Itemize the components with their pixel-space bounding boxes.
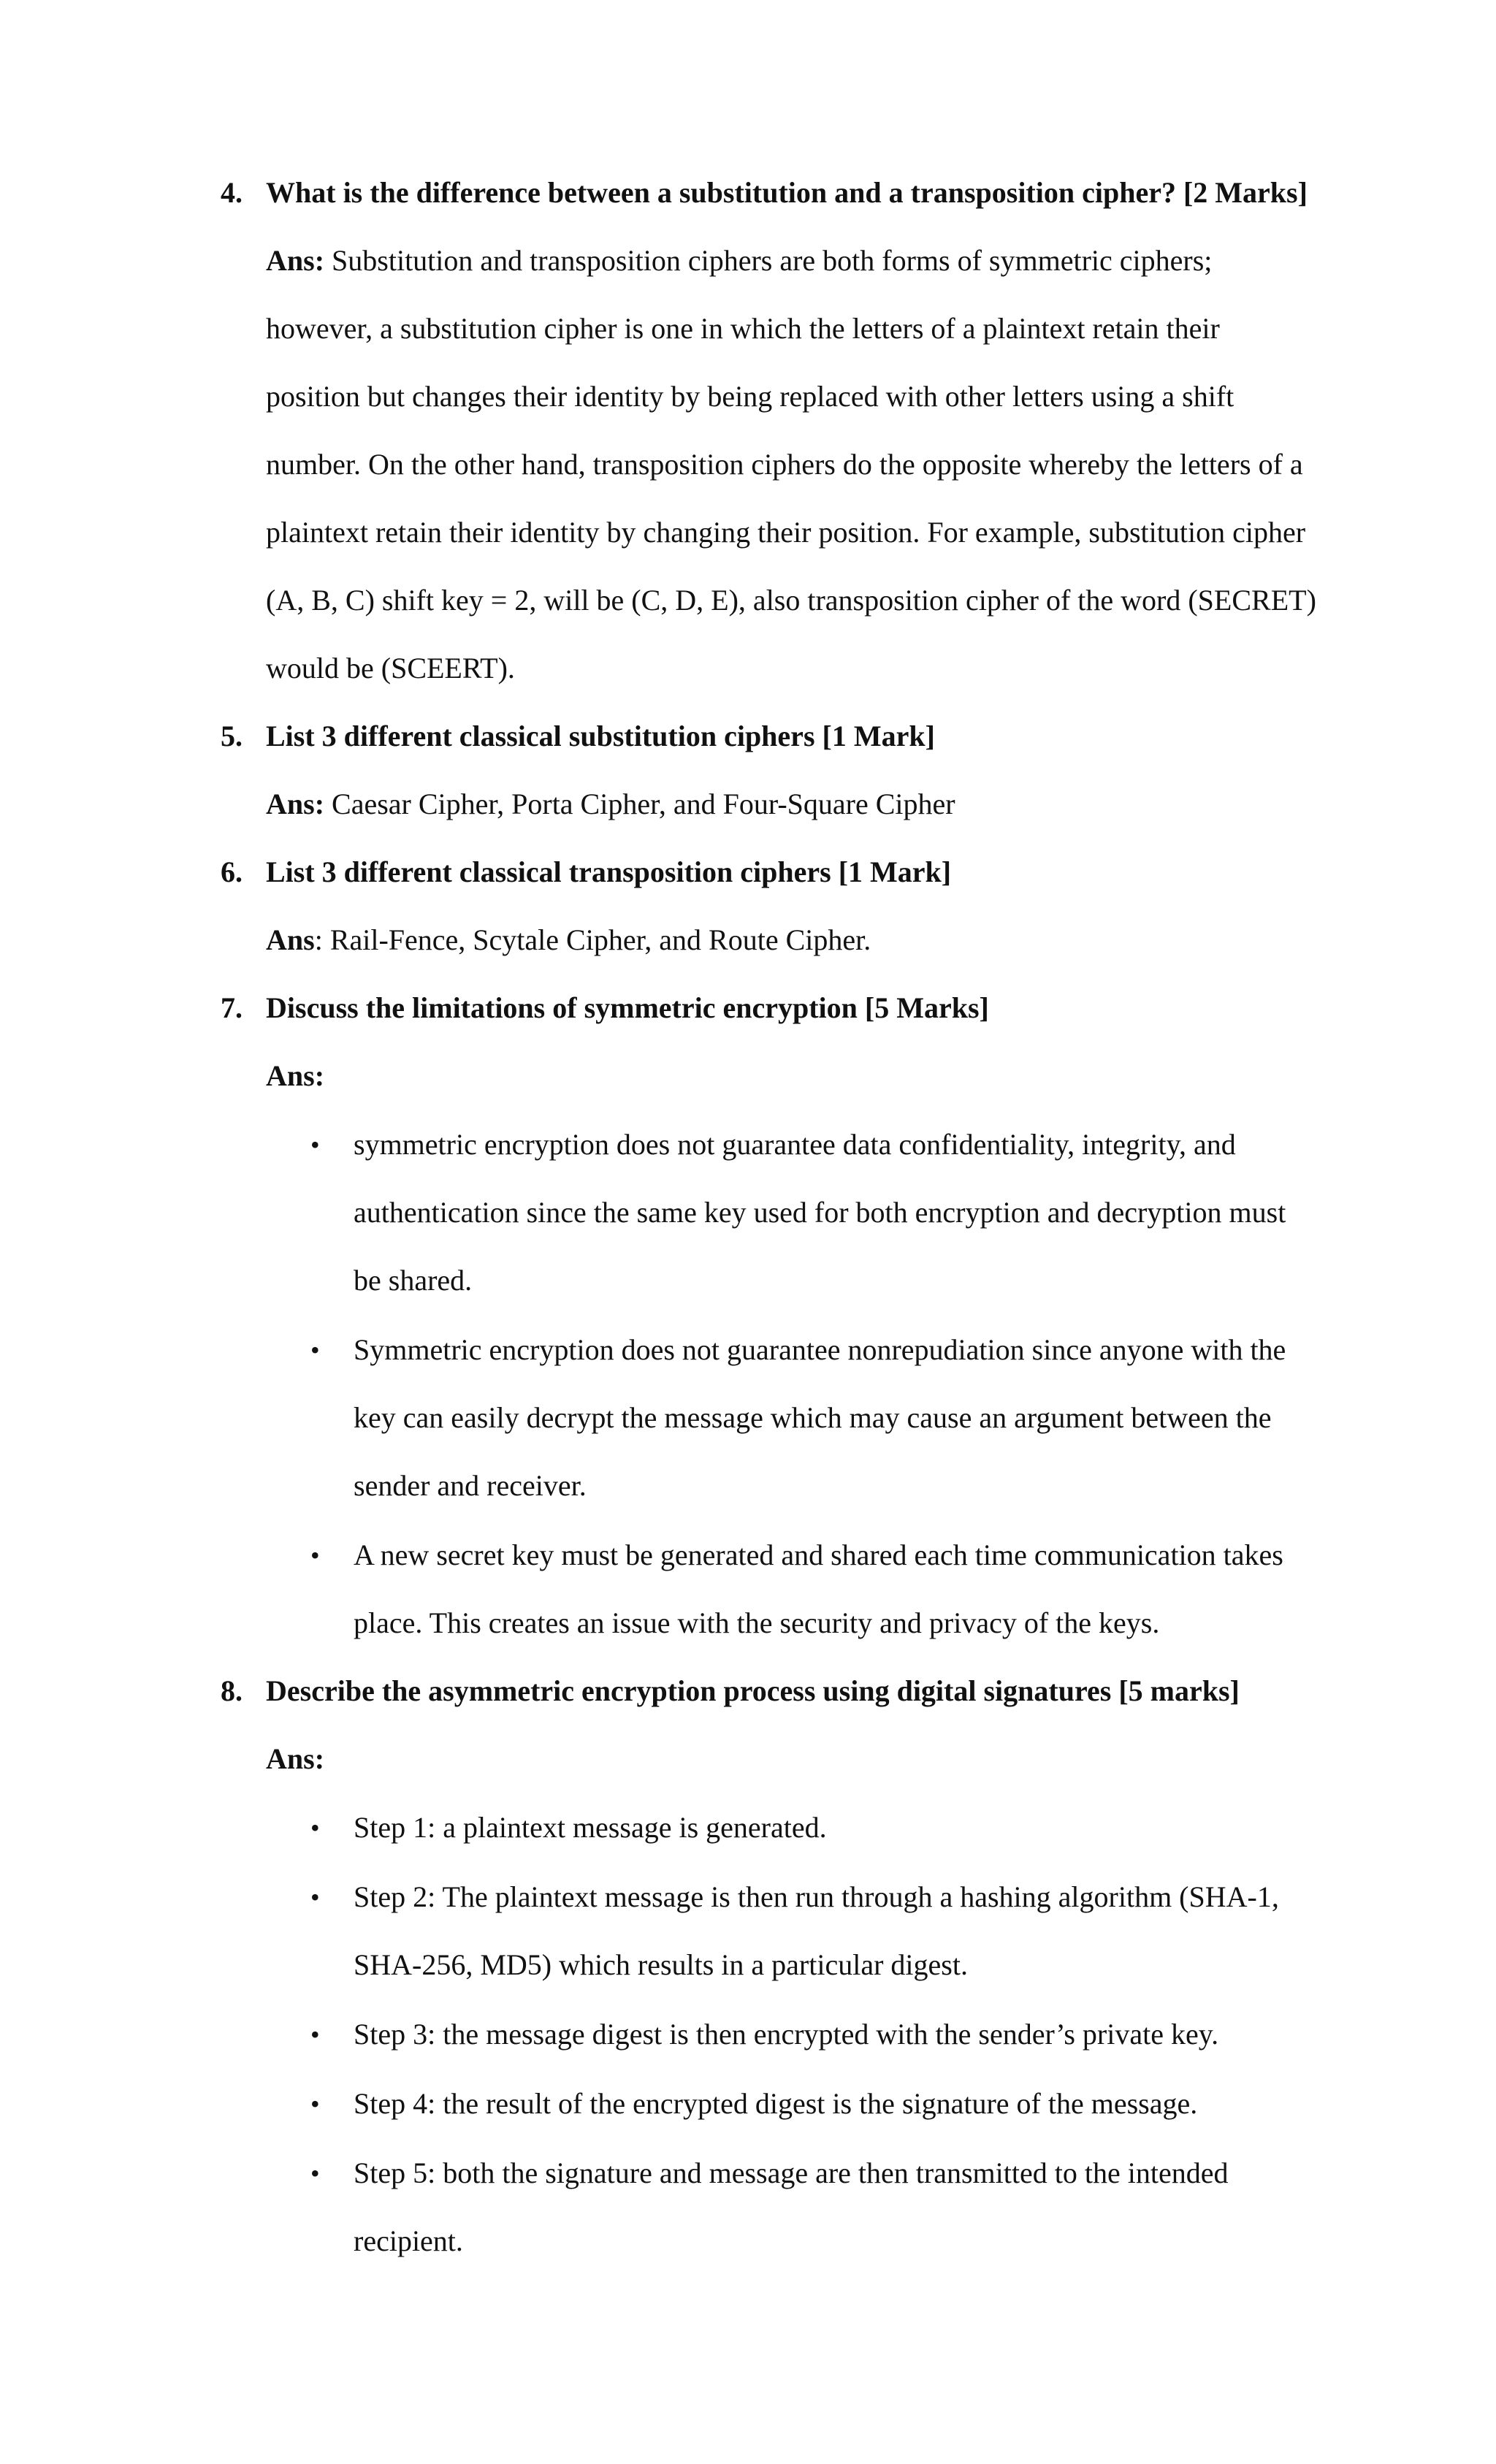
question-title xyxy=(221,855,951,889)
question-text: Discuss the limitations of symmetric encryption [5 Marks] xyxy=(266,991,989,1024)
bullet-line: Step 4: the result of the encrypted digest is the signature of the message. xyxy=(354,2087,1198,2120)
bullet-line: Step 1: a plaintext message is generated. xyxy=(354,1811,827,1844)
answer-label: Ans: xyxy=(266,1742,325,1775)
answer-label: Ans: xyxy=(266,244,325,277)
question-number: 4. xyxy=(221,176,243,209)
answer-text: : Rail-Fence, Scytale Cipher, and Route Cipher. xyxy=(314,923,871,956)
answer-text: Caesar Cipher, Porta Cipher, and Four-Square Cipher xyxy=(324,787,955,820)
question-text: List 3 different classical substitution ciphers [1 Mark] xyxy=(266,720,935,752)
answer-line: number. On the other hand, transposition ciphers do the opposite whereby the letters of a xyxy=(266,448,1303,481)
answer-line xyxy=(266,787,955,821)
question-number: 8. xyxy=(221,1674,243,1707)
question-text: What is the difference between a substitution and a transposition cipher? [2 Marks] xyxy=(266,176,1308,209)
answer-line: (A, B, C) shift key = 2, will be (C, D, E), also transposition cipher of the word (SECRET) xyxy=(266,584,1316,617)
answer-line xyxy=(266,243,1212,278)
question-number: 7. xyxy=(221,991,243,1024)
bullet-line: Step 5: both the signature and message are then transmitted to the intended xyxy=(354,2156,1229,2189)
question-text: List 3 different classical transposition ciphers [1 Mark] xyxy=(266,855,952,888)
bullet-line: sender and receiver. xyxy=(354,1469,587,1502)
bullet-line: SHA-256, MD5) which results in a particular digest. xyxy=(354,1948,968,1981)
answer-label-line xyxy=(266,1742,324,1776)
bullet-icon: • xyxy=(310,2159,320,2188)
answer-line xyxy=(266,923,871,957)
question-title xyxy=(221,991,989,1025)
bullet-icon: • xyxy=(310,1541,320,1570)
bullet-line: be shared. xyxy=(354,1264,473,1297)
answer-line: plaintext retain their identity by changing their position. For example, substitution cipher xyxy=(266,516,1306,549)
question-title xyxy=(221,719,935,753)
question-number: 6. xyxy=(221,855,243,888)
answer-line: however, a substitution cipher is one in which the letters of a plaintext retain their xyxy=(266,312,1220,345)
question-title xyxy=(221,175,1308,210)
question-text: Describe the asymmetric encryption process using digital signatures [5 marks] xyxy=(266,1674,1240,1707)
bullet-icon: • xyxy=(310,2089,320,2118)
answer-label: Ans xyxy=(266,923,315,956)
answer-label-line xyxy=(266,1059,324,1093)
bullet-icon: • xyxy=(310,1335,320,1365)
bullet-line: authentication since the same key used for both encryption and decryption must xyxy=(354,1196,1286,1229)
bullet-line: symmetric encryption does not guarantee data confidentiality, integrity, and xyxy=(354,1128,1236,1161)
bullet-line: Step 3: the message digest is then encrypted with the sender’s private key. xyxy=(354,2018,1219,2051)
answer-text: Substitution and transposition ciphers are both forms of symmetric ciphers; xyxy=(324,244,1213,277)
bullet-line: A new secret key must be generated and shared each time communication takes xyxy=(354,1538,1283,1571)
bullet-icon: • xyxy=(310,1130,320,1159)
bullet-line: recipient. xyxy=(354,2224,463,2257)
bullet-icon: • xyxy=(310,2020,320,2049)
bullet-line: Symmetric encryption does not guarantee nonrepudiation since anyone with the xyxy=(354,1333,1286,1366)
question-number: 5. xyxy=(221,720,243,752)
question-title xyxy=(221,1674,1240,1708)
bullet-line: key can easily decrypt the message which may cause an argument between the xyxy=(354,1401,1272,1434)
answer-line: position but changes their identity by being replaced with other letters using a shift xyxy=(266,380,1234,413)
answer-line: would be (SCEERT). xyxy=(266,652,515,684)
answer-label: Ans: xyxy=(266,787,325,820)
answer-label: Ans: xyxy=(266,1059,325,1092)
bullet-icon: • xyxy=(310,1813,320,1842)
bullet-line: place. This creates an issue with the security and privacy of the keys. xyxy=(354,1606,1160,1639)
bullet-line: Step 2: The plaintext message is then run through a hashing algorithm (SHA-1, xyxy=(354,1880,1279,1913)
bullet-icon: • xyxy=(310,1883,320,1912)
